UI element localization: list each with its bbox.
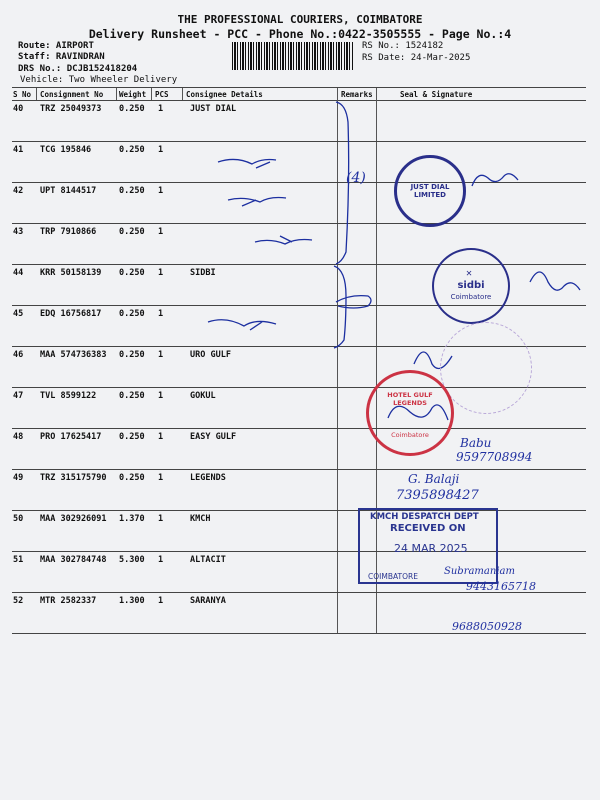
kmch-stamp-city: COIMBATORE xyxy=(368,572,418,581)
rs-date-label: RS Date: 24-Mar-2025 xyxy=(362,53,471,63)
kmch-stamp-date: 24 MAR 2025 xyxy=(394,542,468,555)
justdial-stamp-text: JUST DIAL LIMITED xyxy=(410,183,450,199)
cell-consignee: ALTACIT xyxy=(190,555,226,565)
cell-consignment-no: PRO 17625417 xyxy=(40,432,102,442)
cell-sno: 46 xyxy=(13,350,24,360)
runsheet-subtitle: Delivery Runsheet - PCC - Phone No.:0422-3505555 - Page No.:4 xyxy=(88,27,512,41)
cell-consignment-no: MAA 574736383 xyxy=(40,350,107,360)
sidbi-logo-icon: ✕ xyxy=(466,268,473,279)
cell-pcs: 1 xyxy=(158,309,164,319)
rs-no-label: RS No.: 1524182 xyxy=(362,41,444,51)
cell-weight: 0.250 xyxy=(119,391,145,401)
cell-consignee: JUST DIAL xyxy=(190,104,237,114)
legends-stamp-city: Coimbatore xyxy=(391,431,429,439)
cell-pcs: 1 xyxy=(158,596,164,606)
babu-name: Babu xyxy=(460,436,492,450)
altacit-receiver-phone: 9443165718 xyxy=(466,580,536,593)
cell-pcs: 1 xyxy=(158,145,164,155)
cell-consignment-no: MTR 2582337 xyxy=(40,596,97,606)
cell-sno: 43 xyxy=(13,227,24,237)
cell-consignee: LEGENDS xyxy=(190,473,226,483)
cell-weight: 0.250 xyxy=(119,350,145,360)
kmch-stamp-line2: RECEIVED ON xyxy=(390,523,466,534)
cell-consignment-no: KRR 50158139 xyxy=(40,268,102,278)
cell-consignee: URO GULF xyxy=(190,350,231,360)
staff-label: Staff: RAVINDRAN xyxy=(18,52,105,62)
legends-stamp xyxy=(366,370,454,456)
cell-consignment-no: MAA 302926091 xyxy=(40,514,107,524)
col-header-weight: Weight xyxy=(119,90,147,99)
cell-consignment-no: TVL 8599122 xyxy=(40,391,97,401)
gbalaji-phone: 7395898427 xyxy=(396,488,479,503)
col-header-remarks: Remarks xyxy=(341,90,373,99)
cell-pcs: 1 xyxy=(158,432,164,442)
cell-sno: 44 xyxy=(13,268,24,278)
cell-consignment-no: TRP 7910866 xyxy=(40,227,97,237)
cell-consignment-no: MAA 302784748 xyxy=(40,555,107,565)
cell-consignee: SIDBI xyxy=(190,268,216,278)
drs-label: DRS No.: DCJB152418204 xyxy=(18,64,138,74)
cell-weight: 0.250 xyxy=(119,432,145,442)
col-header-seal: Seal & Signature xyxy=(400,90,473,99)
signature-mark xyxy=(472,174,518,186)
cell-weight: 0.250 xyxy=(119,268,145,278)
cell-weight: 0.250 xyxy=(119,309,145,319)
cell-pcs: 1 xyxy=(158,227,164,237)
cell-sno: 47 xyxy=(13,391,24,401)
cell-sno: 50 xyxy=(13,514,24,524)
cell-sno: 52 xyxy=(13,596,24,606)
cell-weight: 0.250 xyxy=(119,473,145,483)
cell-sno: 48 xyxy=(13,432,24,442)
cell-pcs: 1 xyxy=(158,268,164,278)
company-title: THE PROFESSIONAL COURIERS, COIMBATORE xyxy=(177,13,423,26)
cell-sno: 51 xyxy=(13,555,24,565)
cell-consignment-no: TRZ 315175790 xyxy=(40,473,107,483)
cell-sno: 45 xyxy=(13,309,24,319)
cell-pcs: 1 xyxy=(158,514,164,524)
kmch-stamp-line1: KMCH DESPATCH DEPT xyxy=(370,512,479,522)
cell-weight: 5.300 xyxy=(119,555,145,565)
cell-pcs: 1 xyxy=(158,350,164,360)
cell-pcs: 1 xyxy=(158,186,164,196)
gbalaji-name: G. Balaji xyxy=(408,472,460,486)
cell-sno: 49 xyxy=(13,473,24,483)
cell-weight: 0.250 xyxy=(119,104,145,114)
col-header-pcs: PCS xyxy=(155,90,169,99)
delivery-mark xyxy=(228,198,286,207)
col-header-consignment: Consignment No xyxy=(40,90,104,99)
delivery-mark xyxy=(218,159,276,168)
altacit-receiver-name: Subramaniam xyxy=(444,566,515,577)
cell-consignee: SARANYA xyxy=(190,596,226,606)
cell-weight: 1.300 xyxy=(119,596,145,606)
signature-mark xyxy=(530,272,580,290)
cell-pcs: 1 xyxy=(158,104,164,114)
sidbi-stamp-city: Coimbatore xyxy=(450,293,492,301)
cell-weight: 1.370 xyxy=(119,514,145,524)
cell-pcs: 1 xyxy=(158,555,164,565)
remark-mark-text: (4) xyxy=(346,170,366,186)
cell-weight: 0.250 xyxy=(119,227,145,237)
delivery-mark xyxy=(208,320,276,330)
cell-weight: 0.250 xyxy=(119,145,145,155)
delivery-mark xyxy=(255,236,312,244)
legends-stamp-ring: HOTEL GULF LEGENDS xyxy=(387,391,433,407)
cell-consignment-no: UPT 8144517 xyxy=(40,186,97,196)
cell-pcs: 1 xyxy=(158,473,164,483)
remarks-circle xyxy=(336,296,371,308)
vehicle-label: Vehicle: Two Wheeler Delivery xyxy=(20,75,178,85)
col-header-sno: S No xyxy=(13,90,32,99)
cell-sno: 40 xyxy=(13,104,24,114)
cell-sno: 42 xyxy=(13,186,24,196)
urogulf-stamp xyxy=(440,322,532,414)
sidbi-stamp-name: sidbi xyxy=(457,280,485,291)
justdial-stamp xyxy=(394,155,466,227)
route-label: Route: AIRPORT xyxy=(18,41,94,51)
cell-weight: 0.250 xyxy=(119,186,145,196)
cell-consignee: KMCH xyxy=(190,514,211,524)
babu-phone: 9597708994 xyxy=(456,450,533,464)
sidbi-stamp xyxy=(432,248,510,324)
cell-consignee: EASY GULF xyxy=(190,432,237,442)
cell-pcs: 1 xyxy=(158,391,164,401)
cell-consignee: GOKUL xyxy=(190,391,216,401)
cell-sno: 41 xyxy=(13,145,24,155)
cell-consignment-no: EDQ 16756817 xyxy=(40,309,102,319)
col-header-consignee: Consignee Details xyxy=(186,90,263,99)
cell-consignment-no: TRZ 25049373 xyxy=(40,104,102,114)
saranya-receiver-phone: 9688050928 xyxy=(452,620,522,633)
cell-consignment-no: TCG 195846 xyxy=(40,145,92,155)
